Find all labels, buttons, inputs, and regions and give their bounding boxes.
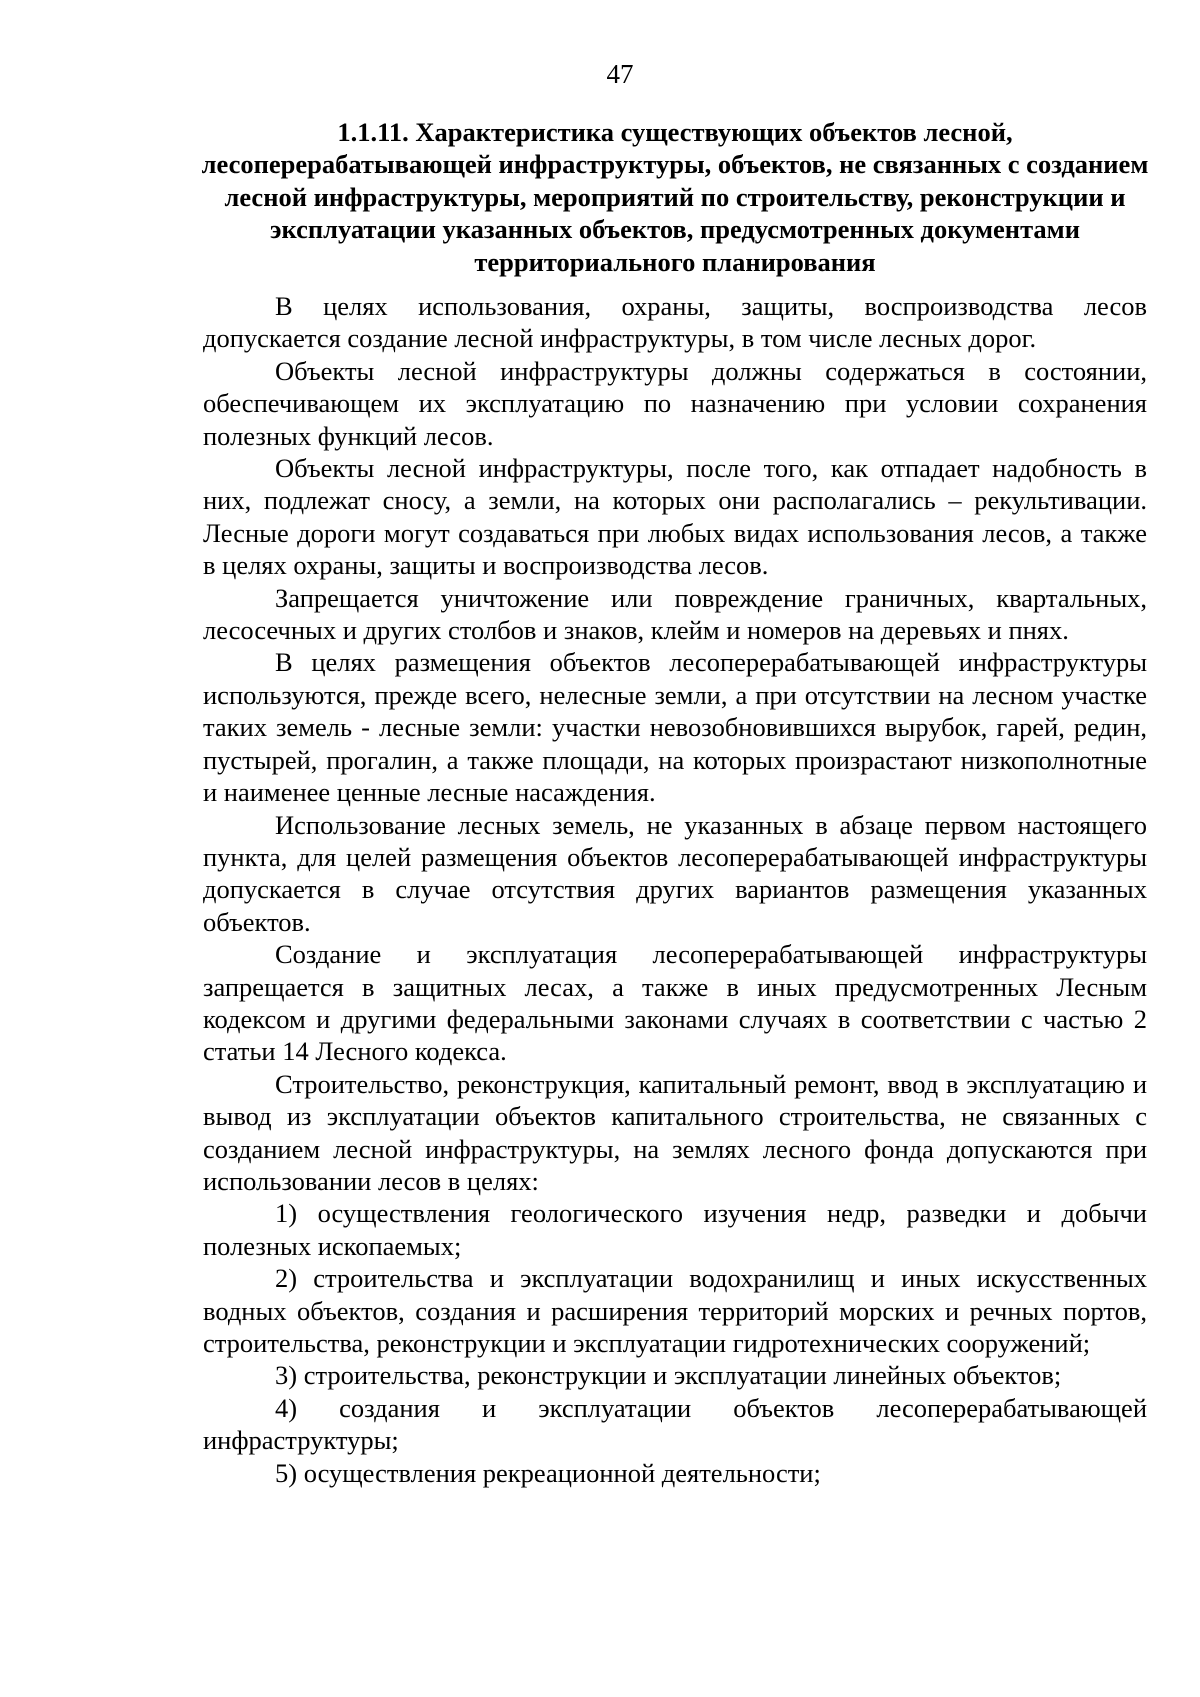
paragraph-demolition-and-roads: Объекты лесной инфраструктуры, после того, как отпадает надобность в них, подлежат сносу, а земли, на которых они располагались – рекультивации. Лесные дороги могут создаваться при любых видах использования лесов, а также в целях охраны, защиты и воспроизводства лесов. — [203, 453, 1147, 581]
list-item-4: 4) создания и эксплуатации объектов лесоперерабатывающей инфраструктуры; — [203, 1392, 1147, 1456]
list-item-1: 1) осуществления геологического изучения недр, разведки и добычи полезных ископаемых; — [203, 1198, 1147, 1261]
paragraph-protective-forests: Создание и эксплуатация лесоперерабатывающей инфраструктуры запрещается в защитных лесах, а также в иных предусмотренных Лесным кодексом и другими федеральными законами случаях в соответствии с частью 2 статьи 14 Лесного кодекса. — [203, 939, 1147, 1067]
list-item-3: 3) строительства, реконструкции и эксплуатации линейных объектов; — [275, 1360, 1062, 1391]
paragraph-placement-lands: В целях размещения объектов лесоперерабатывающей инфраструктуры используются, прежде всего, нелесные земли, а при отсутствии на лесном участке таких земель - лесные земли: участки невозобновившихся вырубок, гарей, редин, пустырей, прогалин, а также площади, на которых произрастают низкополнотные и наименее ценные лесные насаждения. — [203, 647, 1147, 808]
page-number: 47 — [606, 59, 634, 89]
section-heading: 1.1.11. Характеристика существующих объектов лесной, лесоперерабатывающей инфраструктуры, объектов, не связанных с созданием лесной инфраструктуры, мероприятий по строительству, реконструкции и эксплуатации указанных объектов, предусмотренных документами территориального планирования — [201, 117, 1149, 277]
paragraph-prohibition-markers: Запрещается уничтожение или повреждение граничных, квартальных, лесосечных и других столбов и знаков, клейм и номеров на деревьях и пнях. — [203, 582, 1147, 646]
list-item-5: 5) осуществления рекреационной деятельности; — [275, 1457, 821, 1488]
paragraph-forest-infrastructure-purpose: В целях использования, охраны, защиты, воспроизводства лесов допускается создание лесной инфраструктуры, в том числе лесных дорог. — [203, 291, 1147, 354]
paragraph-capital-construction: Строительство, реконструкция, капитальный ремонт, ввод в эксплуатацию и вывод из эксплуатации объектов капитального строительства, не связанных с созданием лесной инфраструктуры, на землях лесного фонда допускаются при использовании лесов в целях: — [203, 1068, 1147, 1196]
list-item-2: 2) строительства и эксплуатации водохранилищ и иных искусственных водных объектов, создания и расширения территорий морских и речных портов, строительства, реконструкции и эксплуатации гидротехнических сооружений; — [203, 1263, 1147, 1358]
body-text — [203, 290, 1147, 1489]
paragraph-infrastructure-maintenance: Объекты лесной инфраструктуры должны содержаться в состоянии, обеспечивающем их эксплуатацию по назначению при условии сохранения полезных функций лесов. — [203, 355, 1147, 451]
paragraph-forest-lands-use: Использование лесных земель, не указанных в абзаце первом настоящего пункта, для целей размещения объектов лесоперерабатывающей инфраструктуры допускается в случае отсутствия других вариантов размещения указанных объектов. — [203, 809, 1147, 937]
